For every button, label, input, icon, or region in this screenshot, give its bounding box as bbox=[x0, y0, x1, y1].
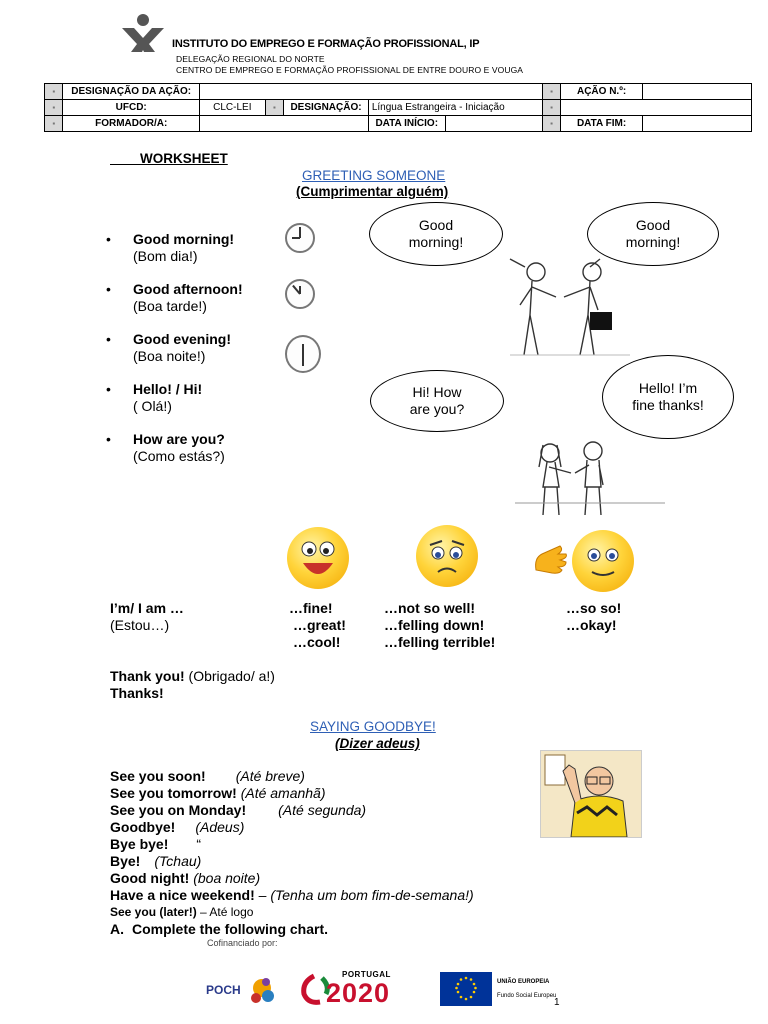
greeting-pt: (Boa tarde!) bbox=[133, 298, 207, 314]
happy-face-icon bbox=[287, 527, 349, 589]
thank-you-en: Thank you! bbox=[110, 668, 185, 684]
greeting-pt: (Bom dia!) bbox=[133, 248, 198, 264]
speech-bubble: Hello! I’m fine thanks! bbox=[602, 355, 734, 439]
cofinanced-label: Cofinanciado por: bbox=[207, 938, 278, 948]
portugal-label: PORTUGAL bbox=[342, 970, 391, 979]
goodbye-line: See you on Monday! (Até segunda) bbox=[110, 802, 367, 818]
field-marker: ▪ bbox=[542, 116, 560, 132]
greeting-en: Good evening! bbox=[133, 331, 231, 347]
delegation-name: DELEGAÇÃO REGIONAL DO NORTE bbox=[176, 54, 325, 64]
list-item: • How are you? (Como estás?) bbox=[106, 431, 276, 465]
goodbye-line: See you tomorrow! (Até amanhã) bbox=[110, 785, 326, 801]
course-info-table bbox=[44, 83, 752, 132]
feeling-option: …not so well! bbox=[384, 600, 475, 616]
goodbye-line: Have a nice weekend! – (Tenha um bom fim-de-semana!) bbox=[110, 887, 474, 903]
goodbye-line: Good night! (boa noite) bbox=[110, 870, 261, 886]
feeling-option: …fine! bbox=[289, 600, 333, 616]
worksheet-title: WORKSHEET bbox=[140, 151, 228, 166]
exercise-instruction: A. Complete the following chart. bbox=[110, 921, 329, 937]
eu-label: UNIÃO EUROPEIA bbox=[497, 979, 550, 985]
handshake-illustration bbox=[440, 255, 640, 360]
formador-field[interactable] bbox=[199, 116, 368, 132]
centre-name: CENTRO DE EMPREGO E FORMAÇÃO PROFISSIONAL DE ENTRE DOURO E VOUGA bbox=[176, 65, 524, 75]
list-item: • Good evening! (Boa noite!) bbox=[106, 331, 276, 365]
ufcd-value: CLC-LEI bbox=[199, 100, 265, 116]
field-marker: ▪ bbox=[265, 100, 283, 116]
feelings-lead-pt: (Estou…) bbox=[110, 617, 170, 633]
feelings-col-1 bbox=[289, 600, 346, 651]
designacao-acao-label: DESIGNAÇÃO DA AÇÃO: bbox=[63, 84, 199, 100]
feeling-option: …cool! bbox=[293, 634, 341, 650]
institute-name: INSTITUTO DO EMPREGO E FORMAÇÃO PROFISSIONAL, IP bbox=[172, 38, 480, 50]
data-fim-label: DATA FIM: bbox=[561, 116, 643, 132]
greeting-en: How are you? bbox=[133, 431, 225, 447]
acao-n-field[interactable] bbox=[642, 84, 751, 100]
goodbye-line: Goodbye! (Adeus) bbox=[110, 819, 245, 835]
feeling-option: …felling down! bbox=[384, 617, 485, 633]
goodbye-title: SAYING GOODBYE! bbox=[310, 719, 436, 734]
eu-flag-icon bbox=[440, 972, 492, 1006]
greeting-subtitle: (Cumprimentar alguém) bbox=[296, 184, 449, 199]
goodbye-list bbox=[110, 768, 474, 938]
field-marker: ▪ bbox=[542, 84, 560, 100]
thanks-block bbox=[110, 668, 275, 702]
goodbye-line: See you (later!) – Até logo bbox=[110, 905, 254, 919]
field-marker: ▪ bbox=[45, 100, 63, 116]
goodbye-line: Bye! (Tchau) bbox=[110, 853, 202, 869]
thank-you-pt: (Obrigado/ a!) bbox=[184, 668, 275, 684]
page-number: 1 bbox=[554, 997, 560, 1008]
goodbye-line: Bye bye! “ bbox=[110, 836, 202, 852]
empty-field[interactable] bbox=[561, 100, 752, 116]
data-inicio-field[interactable] bbox=[445, 116, 542, 132]
speech-bubble: Hi! How are you? bbox=[370, 370, 504, 432]
feeling-option: …felling terrible! bbox=[384, 634, 496, 650]
feelings-col-3 bbox=[566, 600, 621, 634]
feelings-col-2 bbox=[384, 600, 495, 651]
thanks-en: Thanks! bbox=[110, 685, 164, 701]
acao-n-label: AÇÃO N.º: bbox=[561, 84, 643, 100]
waving-hand-icon bbox=[530, 540, 570, 580]
speech-bubble: Good morning! bbox=[587, 202, 719, 266]
ufcd-label: UFCD: bbox=[63, 100, 199, 116]
greeting-pt: (Boa noite!) bbox=[133, 348, 206, 364]
designacao-label: DESIGNAÇÃO: bbox=[284, 100, 369, 116]
greeting-pt: (Como estás?) bbox=[133, 448, 225, 464]
list-item: • Hello! / Hi! ( Olá!) bbox=[106, 381, 276, 415]
field-marker: ▪ bbox=[542, 100, 560, 116]
feelings-lead-en: I’m/ I am … bbox=[110, 600, 184, 616]
greeting-en: Good morning! bbox=[133, 231, 235, 247]
fse-label: Fundo Social Europeu bbox=[497, 993, 557, 999]
speech-bubble: Good morning! bbox=[369, 202, 503, 266]
field-marker: ▪ bbox=[45, 84, 63, 100]
feelings-lead bbox=[110, 600, 184, 634]
greeting-illustration bbox=[515, 435, 665, 520]
list-item: • Good morning! (Bom dia!) bbox=[106, 231, 276, 265]
greeting-en: Hello! / Hi! bbox=[133, 381, 203, 397]
field-marker: ▪ bbox=[45, 116, 63, 132]
goodbye-line: See you soon! (Até breve) bbox=[110, 768, 305, 784]
portugal-2020-year: 2020 bbox=[326, 978, 391, 1008]
feeling-option: …so so! bbox=[566, 600, 622, 616]
designacao-value: Língua Estrangeira - Iniciação bbox=[368, 100, 542, 116]
greeting-pt: ( Olá!) bbox=[133, 398, 172, 414]
neutral-face-icon bbox=[572, 530, 634, 592]
feeling-option: …great! bbox=[293, 617, 346, 633]
sad-face-icon bbox=[416, 525, 478, 587]
greeting-list bbox=[106, 231, 276, 481]
designacao-acao-field[interactable] bbox=[199, 84, 542, 100]
formador-label: FORMADOR/A: bbox=[63, 116, 199, 132]
greeting-en: Good afternoon! bbox=[133, 281, 243, 297]
waving-man-picture bbox=[540, 750, 642, 838]
clock-icon bbox=[285, 279, 315, 309]
poch-text: POCH bbox=[206, 983, 241, 997]
data-fim-field[interactable] bbox=[642, 116, 751, 132]
list-item: • Good afternoon! (Boa tarde!) bbox=[106, 281, 276, 315]
data-inicio-label: DATA INÍCIO: bbox=[368, 116, 445, 132]
greeting-title: GREETING SOMEONE bbox=[302, 168, 446, 183]
feeling-option: …okay! bbox=[566, 617, 617, 633]
iefp-logo bbox=[118, 12, 168, 52]
clock-icon bbox=[285, 223, 315, 253]
poch-logo bbox=[206, 974, 278, 1006]
clock-icon bbox=[285, 335, 321, 373]
goodbye-subtitle: (Dizer adeus) bbox=[335, 736, 420, 751]
